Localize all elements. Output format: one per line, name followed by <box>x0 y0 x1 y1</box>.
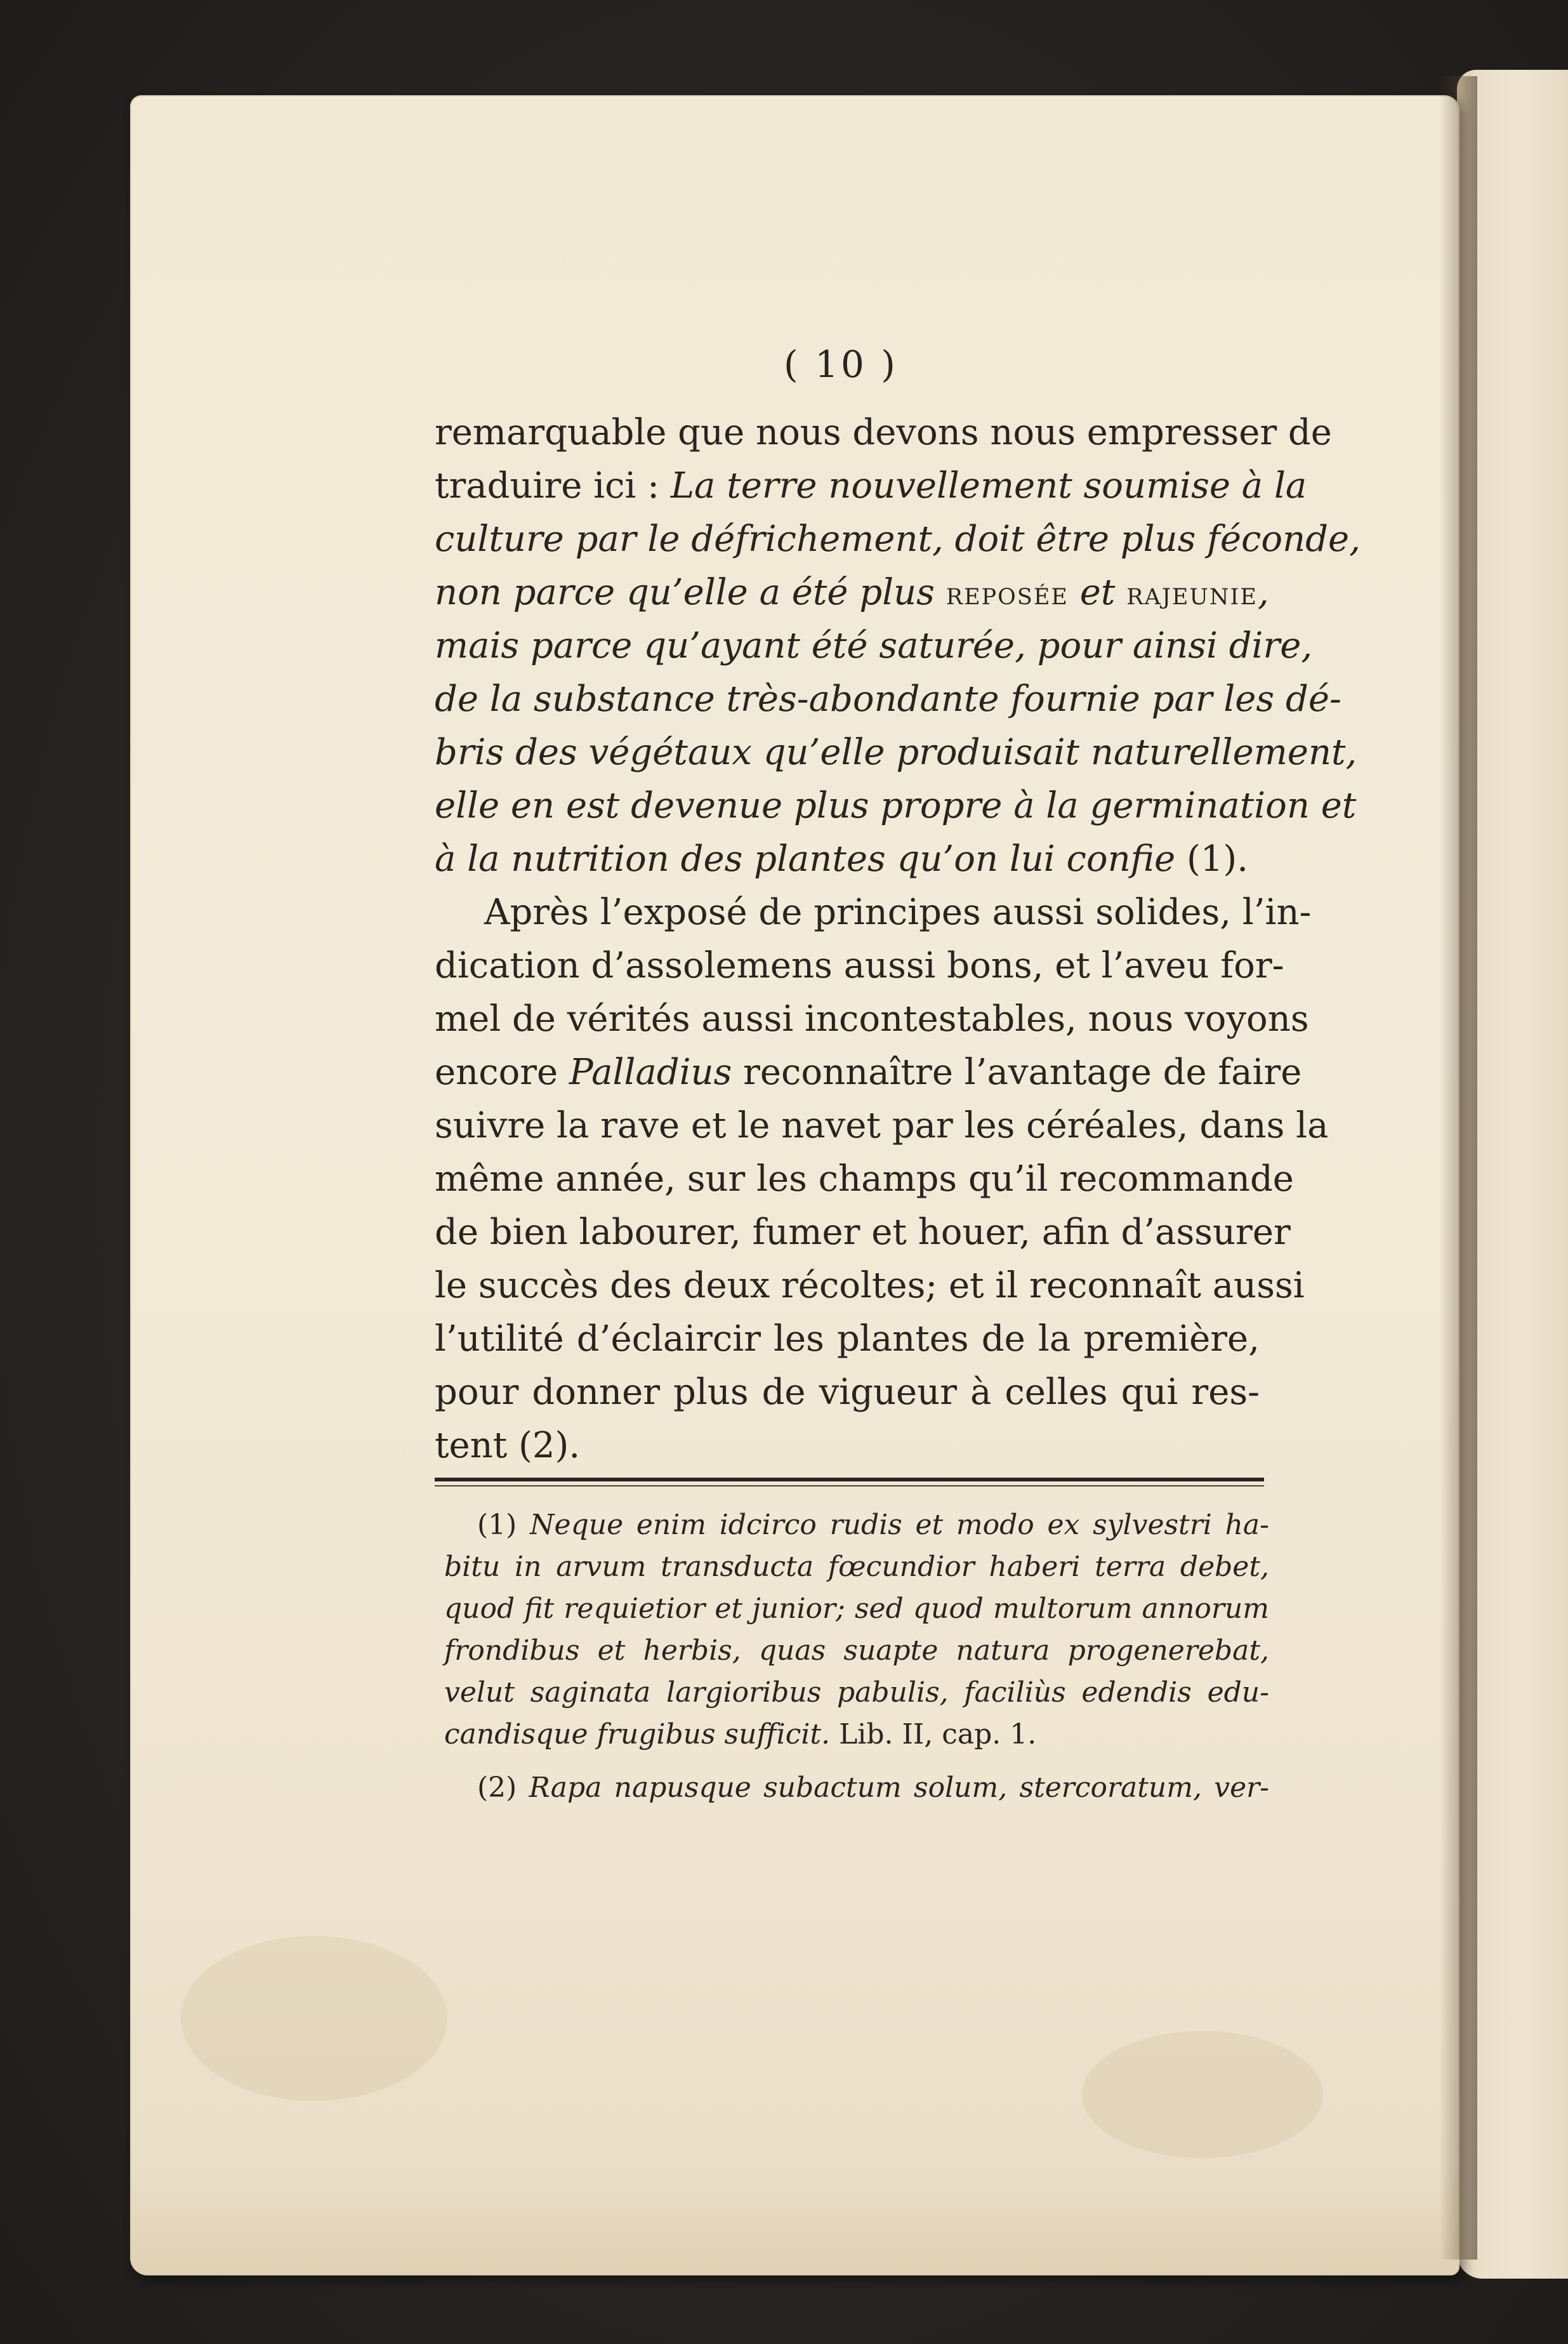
text-line <box>435 1259 1305 1313</box>
text-run: suivre la rave et le navet par les céréales, dans la <box>435 1105 1329 1146</box>
text-line <box>435 406 1332 460</box>
text-line <box>435 673 1341 726</box>
footnote-line <box>444 1504 1269 1546</box>
text-line <box>435 939 1284 993</box>
footnote-line <box>444 1714 1269 1756</box>
italic-run: candisque frugibus sufficit. <box>444 1718 831 1751</box>
text-run: mel de vérités aussi incontestables, nous voyons <box>435 998 1309 1040</box>
italic-run: mais parce qu’ayant été saturée, pour ainsi dire, <box>435 625 1313 666</box>
page-number: ( 10 ) <box>784 343 898 386</box>
text-run: l’utilité d’éclaircir les plantes de la première, <box>435 1318 1260 1360</box>
text-line <box>435 619 1313 673</box>
text-run: dication d’assolemens aussi bons, et l’aveu for- <box>435 945 1284 986</box>
footnote-line <box>444 1546 1269 1588</box>
text-run: encore <box>435 1052 569 1093</box>
text-line <box>435 1153 1294 1206</box>
text-run: (1). <box>1175 838 1249 880</box>
text-line <box>435 460 1307 513</box>
footnotes <box>444 1504 1269 1809</box>
italic-run: non parce qu’elle a été plus <box>435 572 946 613</box>
text-line <box>435 1206 1291 1259</box>
paper-stain <box>181 1936 447 2101</box>
text-line <box>435 886 1312 939</box>
text-run: reconnaître l’avantage de faire <box>732 1052 1302 1093</box>
italic-run: La terre nouvellement soumise à la <box>670 465 1307 507</box>
footnote-rule-thin <box>435 1485 1264 1487</box>
italic-run: de la substance très-abondante fournie par les dé- <box>435 679 1341 720</box>
text-line <box>435 833 1260 886</box>
footnote-line <box>444 1588 1269 1630</box>
italic-run: Rapa napusque subactum solum, stercoratum, ver- <box>529 1771 1270 1804</box>
italic-run: bitu in arvum transducta fœcundior haberi terra debet, <box>444 1551 1269 1583</box>
body-text <box>435 406 1360 1473</box>
text-run: tent (2). <box>435 1425 581 1466</box>
italic-run: quod fit requietior et junior; sed quod multorum annorum <box>444 1592 1269 1625</box>
text-run: Lib. II, cap. 1. <box>830 1718 1037 1751</box>
text-run: de bien labourer, fumer et houer, afin d’assurer <box>435 1212 1291 1253</box>
italic-run: Neque enim idcirco rudis et modo ex sylvestri ha- <box>530 1509 1270 1541</box>
page-edge-wear <box>130 2168 1459 2275</box>
text-line <box>435 513 1360 566</box>
italic-run: Palladius <box>569 1052 732 1093</box>
text-line <box>435 1419 1260 1473</box>
text-line <box>435 1313 1260 1366</box>
text-run: remarquable que nous devons nous empresser de <box>435 412 1332 453</box>
italic-run: frondibus et herbis, quas suapte natura progenerebat, <box>444 1634 1269 1667</box>
text-line <box>435 993 1309 1046</box>
text-run: (2) <box>477 1771 529 1804</box>
italic-run: à la nutrition des plantes qu’on lui confie <box>435 838 1176 880</box>
gutter-shadow <box>1439 76 1477 2260</box>
text-line <box>435 1366 1260 1419</box>
italic-run: velut saginata largioribus pabulis, faciliùs edendis edu- <box>444 1676 1269 1709</box>
small-caps-run: rajeunie <box>1126 575 1258 612</box>
text-line <box>435 566 1269 619</box>
text-run: pour donner plus de vigueur à celles qui res- <box>435 1372 1260 1413</box>
italic-run: , <box>1257 572 1269 613</box>
text-run: le succès des deux récoltes; et il reconnaît aussi <box>435 1265 1305 1306</box>
footnote-line <box>444 1630 1269 1672</box>
text-run: même année, sur les champs qu’il recommande <box>435 1158 1294 1200</box>
text-run: (1) <box>477 1509 530 1541</box>
paper-stain <box>1082 2031 1323 2158</box>
small-caps-run: reposée <box>945 575 1069 612</box>
text-line <box>435 1099 1329 1153</box>
text-line <box>435 726 1357 779</box>
italic-run: culture par le défrichement, doit être plus féconde, <box>435 519 1360 560</box>
text-line <box>435 779 1357 833</box>
text-line <box>435 1046 1302 1099</box>
text-run: Après l’exposé de principes aussi solides, l’in- <box>484 892 1312 933</box>
footnote-line <box>444 1767 1269 1809</box>
footnote-line <box>444 1672 1269 1714</box>
text-run: traduire ici : <box>435 465 671 507</box>
italic-run: et <box>1068 572 1127 613</box>
italic-run: elle en est devenue plus propre à la germination et <box>435 785 1357 826</box>
footnote-rule <box>435 1478 1264 1481</box>
italic-run: bris des végétaux qu’elle produisait naturellement, <box>435 732 1357 773</box>
